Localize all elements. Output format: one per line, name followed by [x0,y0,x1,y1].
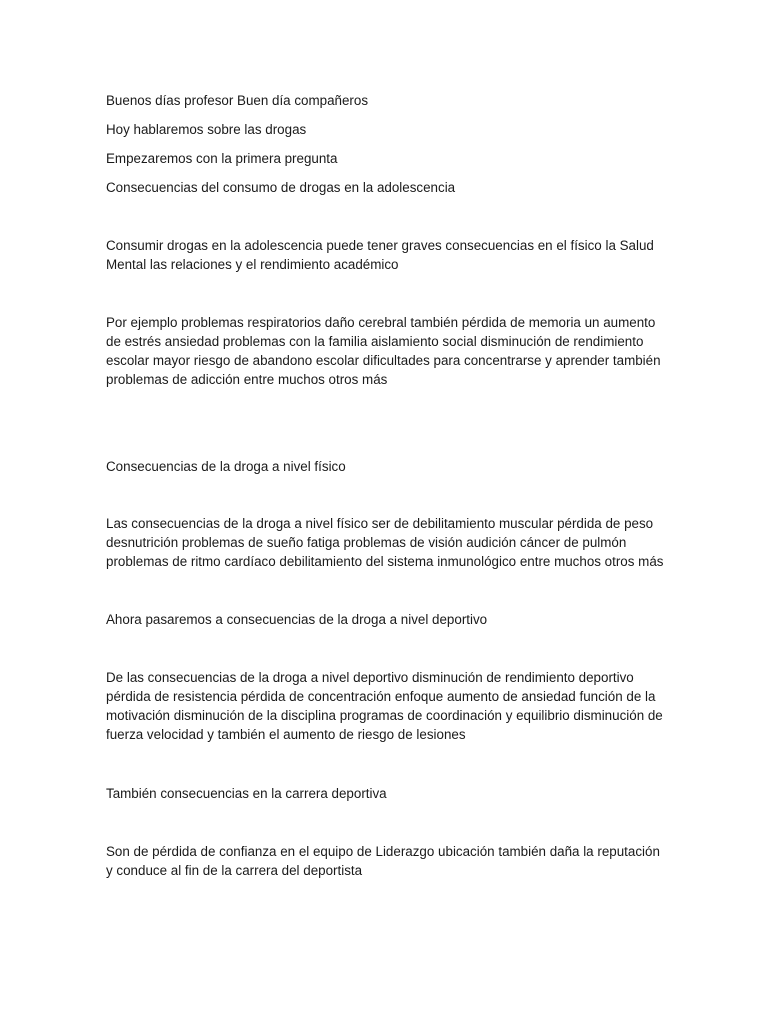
greeting-paragraph: Buenos días profesor Buen día compañeros [106,93,369,108]
physical-paragraph: Las consecuencias de la droga a nivel físico ser de debilitamiento muscular pérdida de peso desnutrición problemas de sueño fatiga problemas de visión audición cáncer de pulmón problemas de ritmo cardíaco debilitamiento del sistema inmunológico entre muchos otros más [106,516,664,569]
first-question-paragraph: Empezaremos con la primera pregunta [106,151,338,166]
adolescence-heading: Consecuencias del consumo de drogas en la adolescencia [106,180,456,195]
sports-heading: Ahora pasaremos a consecuencias de la droga a nivel deportivo [106,612,488,627]
adolescence-examples-paragraph: Por ejemplo problemas respiratorios daño cerebral también pérdida de memoria un aumento de estrés ansiedad problemas con la familia aislamiento social disminución de rendimiento escolar mayor riesgo de abandono escolar dificultades para concentrarse y aprender también problemas de adicción entre muchos otros más [106,315,661,387]
career-paragraph: Son de pérdida de confianza en el equipo de Liderazgo ubicación también daña la reputación y conduce al fin de la carrera del deportista [106,844,660,878]
physical-heading: Consecuencias de la droga a nivel físico [106,459,346,474]
sports-paragraph: De las consecuencias de la droga a nivel deportivo disminución de rendimiento deportivo pérdida de resistencia pérdida de concentración enfoque aumento de ansiedad función de la motivación disminución de la disciplina programas de coordinación y equilibrio disminución de fuerza velocidad y también el aumento de riesgo de lesiones [106,670,663,742]
adolescence-intro-paragraph: Consumir drogas en la adolescencia puede tener graves consecuencias en el físico la Salud Mental las relaciones y el rendimiento académico [106,238,654,272]
career-heading: También consecuencias en la carrera deportiva [106,786,387,801]
topic-paragraph: Hoy hablaremos sobre las drogas [106,122,307,137]
